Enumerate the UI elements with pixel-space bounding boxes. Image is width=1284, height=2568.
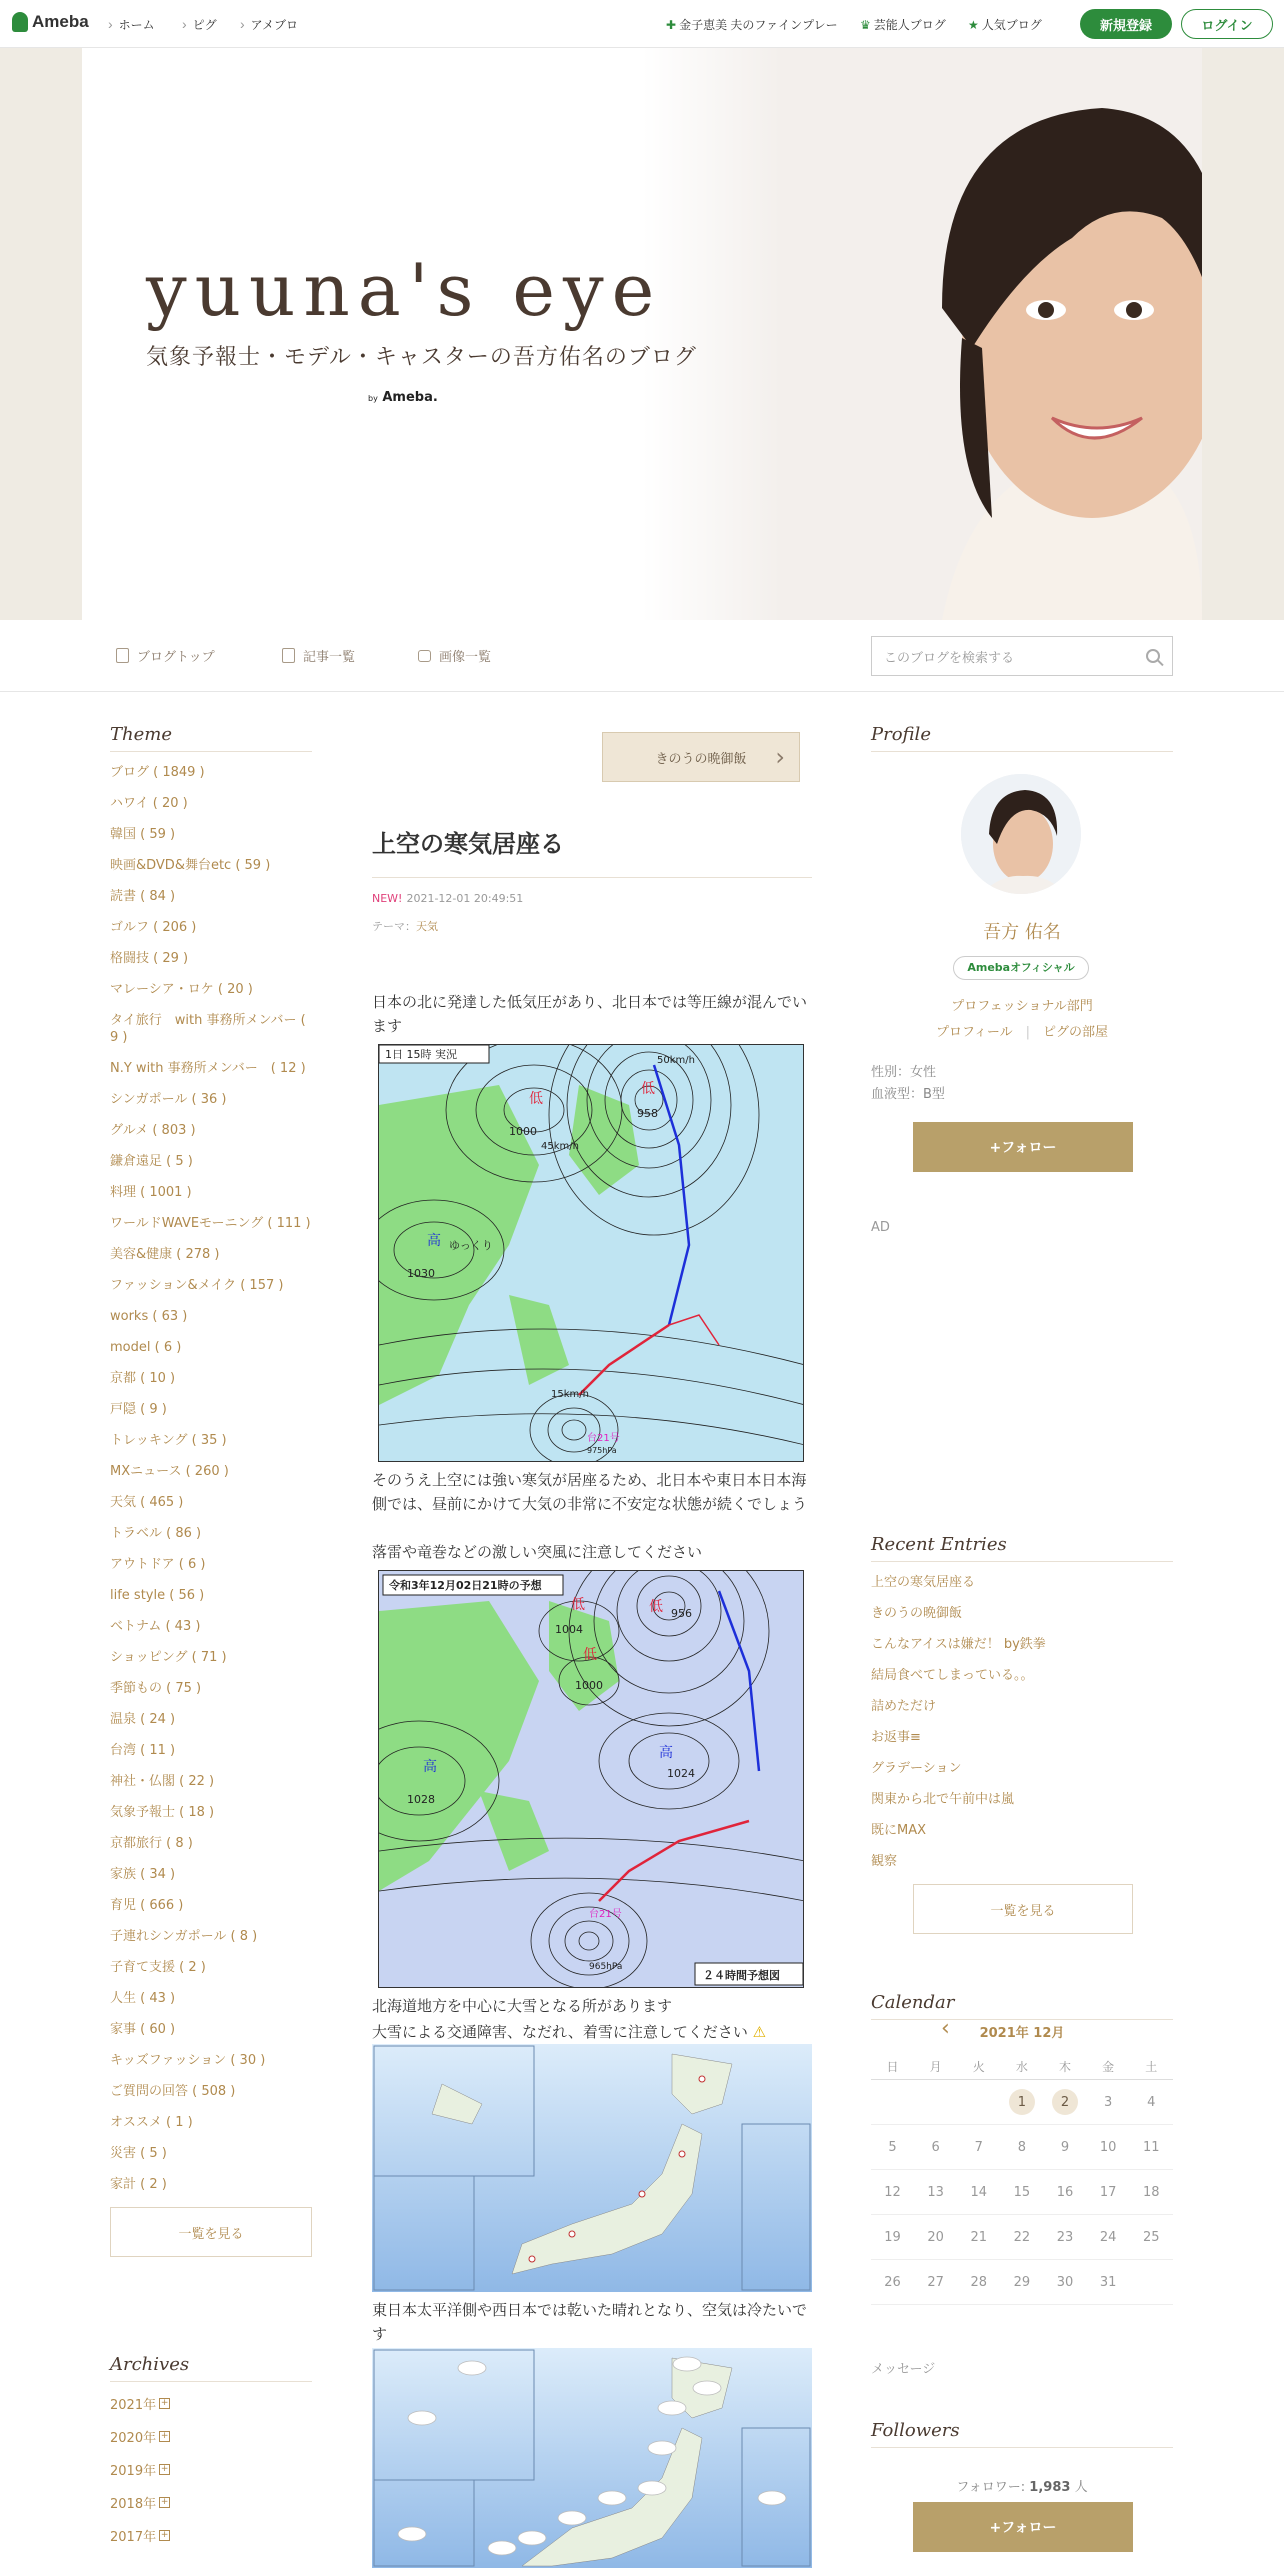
pigg-room-link[interactable]: ピグの部屋 (1043, 1025, 1109, 1040)
search-icon[interactable] (1146, 649, 1160, 663)
theme-item[interactable]: トレッキング ( 35 ) (110, 1433, 227, 1448)
expand-icon[interactable]: + (160, 2464, 169, 2474)
recent-heading: Recent Entries (871, 1534, 1173, 1562)
map-label: 1030 (407, 1267, 435, 1280)
theme-item[interactable]: 京都旅行 ( 8 ) (110, 1836, 193, 1851)
recent-entry[interactable]: こんなアイスは嫌だ！ by鉄拳 (871, 1637, 1046, 1652)
calendar-day: 12 (884, 2184, 901, 2200)
theme-item[interactable]: トラベル ( 86 ) (110, 1526, 202, 1541)
map-label: 高 (659, 1745, 673, 1761)
follow-button[interactable]: +フォロー (913, 1122, 1133, 1172)
japan-map-2-svg (372, 2348, 812, 2568)
recent-entry[interactable]: グラデーション (871, 1761, 962, 1776)
crown-icon: ♛ (860, 18, 871, 32)
signup-button[interactable]: 新規登録 (1080, 9, 1172, 39)
recent-entry[interactable]: 既にMAX (871, 1823, 927, 1838)
calendar-day: 26 (884, 2274, 901, 2290)
followers-heading: Followers (871, 2420, 1173, 2448)
map-label: 45km/h (541, 1141, 579, 1152)
profile-link[interactable]: プロフィール (935, 1025, 1013, 1040)
map-label: 50km/h (657, 1055, 695, 1066)
calendar-weekday: 金 (1102, 2059, 1115, 2074)
calendar-day: 15 (1013, 2184, 1031, 2200)
calendar-day: 19 (884, 2229, 901, 2245)
archive-item[interactable]: 2019年 + (110, 2464, 169, 2479)
calendar-day (871, 2080, 914, 2124)
calendar-widget (871, 1992, 1173, 2290)
map-label: 台21号 (589, 1909, 622, 1920)
recent-entry[interactable]: きのうの晩御飯 (871, 1606, 963, 1621)
calendar-week-row (871, 2125, 1173, 2170)
map-2-footer: ２４時間予想図 (703, 1969, 780, 1982)
weather-map-forecast[interactable] (378, 1570, 804, 1988)
theme-item[interactable]: キッズファッション ( 30 ) (110, 2053, 266, 2068)
theme-item[interactable]: 映画&DVD&舞台etc ( 59 ) (110, 858, 271, 873)
calendar-day: 27 (927, 2274, 944, 2290)
header-portrait-photo (642, 48, 1202, 620)
theme-item[interactable]: アウトドア ( 6 ) (110, 1557, 206, 1572)
nav-home[interactable]: › ホーム (108, 16, 155, 33)
calendar-day: 31 (1099, 2274, 1117, 2290)
calendar-day: 3 (1104, 2094, 1113, 2110)
archive-item[interactable]: 2017年 + (110, 2530, 169, 2545)
theme-item[interactable]: 台湾 ( 11 ) (110, 1743, 176, 1758)
theme-item[interactable]: 季節もの ( 75 ) (110, 1681, 202, 1696)
profile-blood-type: 血液型：B型 (871, 1087, 945, 1102)
calendar-day: 29 (1013, 2274, 1031, 2290)
theme-item[interactable]: 気象予報士 ( 18 ) (110, 1805, 215, 1820)
map-label: 高 (427, 1233, 441, 1249)
paragraph-6: 東日本太平洋側や西日本では乾いた晴れとなり、空気は冷たいです (372, 2301, 808, 2343)
theme-item[interactable]: タイ旅行 with 事務所メンバー ( 9 ) (110, 1013, 306, 1045)
weather-map-current[interactable] (378, 1044, 804, 1462)
article-theme: テーマ：天気 (372, 920, 438, 933)
recent-entry[interactable]: 観察 (871, 1854, 898, 1869)
theme-item[interactable]: 美容&健康 ( 278 ) (110, 1247, 220, 1262)
recent-entry[interactable]: お返事≡ (871, 1730, 921, 1745)
calendar-day (914, 2080, 957, 2124)
theme-item[interactable]: 神社・仏閣 ( 22 ) (110, 1774, 215, 1789)
japan-temperature-map[interactable] (372, 2348, 812, 2568)
star-icon: ★ (968, 18, 979, 32)
paragraph-5: 大雪による交通障害、なだれ、着雪に注意してください ⚠ (372, 2023, 767, 2041)
theme-item[interactable]: 育児 ( 666 ) (110, 1898, 184, 1913)
recent-entries-sidebar (871, 1534, 1173, 1934)
profile-gender: 性別：女性 (871, 1065, 937, 1080)
theme-item[interactable]: 京都 ( 10 ) (110, 1371, 176, 1386)
expand-icon[interactable]: + (160, 2431, 169, 2441)
map-label: 1000 (575, 1679, 603, 1692)
calendar-day (1130, 2260, 1173, 2304)
map-label: 低 (529, 1091, 543, 1107)
ameba-logo-icon (12, 12, 28, 32)
blog-search-input[interactable]: このブログを検索する (871, 636, 1173, 676)
calendar-month[interactable]: ‹ 2021年 12月 (871, 2022, 1173, 2041)
new-badge: NEW! (372, 892, 403, 905)
theme-heading: Theme (110, 724, 312, 752)
paragraph-1: 日本の北に発達した低気圧があり、北日本では等圧線が混んでいます (372, 993, 808, 1035)
copy-icon (282, 648, 295, 663)
document-icon (116, 648, 129, 663)
archives-sidebar (110, 2354, 312, 2559)
follower-count: フォロワー: 1,983 人 (956, 2480, 1088, 2495)
nav-amebro[interactable]: › アメブロ (240, 16, 298, 33)
calendar-day: 11 (1143, 2139, 1160, 2155)
popular-blogs-link[interactable]: ★ 人気ブログ (968, 18, 1042, 32)
theme-item[interactable]: ハワイ ( 20 ) (110, 796, 188, 811)
calendar-day: 23 (1056, 2229, 1074, 2245)
calendar-weekday: 日 (886, 2059, 899, 2074)
theme-item[interactable]: 天気 ( 465 ) (110, 1495, 184, 1510)
plus-icon: ✚ (666, 18, 677, 32)
japan-map-1-svg (372, 2044, 812, 2292)
image-list-link[interactable]: 画像一覧 (418, 646, 491, 665)
theme-item[interactable]: 韓国 ( 59 ) (110, 827, 176, 842)
article-theme-link[interactable]: 天気 (416, 920, 438, 933)
nav-pigg[interactable]: › ピグ (182, 16, 217, 33)
calendar-day: 17 (1099, 2184, 1117, 2200)
theme-item[interactable]: MXニュース ( 260 ) (110, 1464, 229, 1479)
trending-link[interactable]: ✚ 金子恵美 夫のファインプレー (666, 18, 838, 32)
ameba-official-badge: Amebaオフィシャル (953, 956, 1089, 980)
map-label: 低 (583, 1647, 597, 1663)
theme-item[interactable]: 子育て支援 ( 2 ) (110, 1960, 206, 1975)
recent-entry[interactable]: 結局食べてしまっている。。 (871, 1668, 1034, 1683)
map-label: 1028 (407, 1793, 435, 1806)
calendar-weekday: 土 (1145, 2059, 1158, 2074)
calendar-grid (871, 2052, 1173, 2305)
article-title: 上空の寒気居座る (372, 824, 812, 878)
profile-sidebar (871, 724, 1173, 1235)
calendar-weekday: 火 (972, 2059, 985, 2074)
calendar-day: 6 (931, 2139, 940, 2155)
calendar-day-with-post[interactable]: 2 (1052, 2089, 1078, 2115)
ameba-logo[interactable]: Ameba (12, 12, 89, 32)
theme-item[interactable]: 家計 ( 2 ) (110, 2177, 167, 2192)
map-label: 低 (641, 1081, 655, 1097)
archive-item[interactable]: 2021年 + (110, 2398, 169, 2413)
calendar-day[interactable] (1000, 2080, 1043, 2124)
theme-item[interactable]: ご質問の回答 ( 508 ) (110, 2084, 236, 2099)
calendar-day: 25 (1143, 2229, 1160, 2245)
theme-item[interactable]: works ( 63 ) (110, 1309, 188, 1324)
calendar-day: 18 (1143, 2184, 1160, 2200)
paragraph-2: そのうえ上空には強い寒気が居座るため、北日本や東日本日本海側では、昼前にかけて大気の非常に不安定な状態が続くでしょう (372, 1471, 808, 1513)
archive-list (110, 2394, 312, 2545)
theme-item[interactable]: 格闘技 ( 29 ) (110, 951, 189, 966)
theme-item[interactable]: ショッピング ( 71 ) (110, 1650, 227, 1665)
recent-more-button[interactable]: 一覧を見る (913, 1884, 1133, 1934)
theme-item[interactable]: シンガポール ( 36 ) (110, 1092, 227, 1107)
theme-item[interactable]: model ( 6 ) (110, 1340, 182, 1355)
by-ameba-logo: by Ameba. (368, 390, 438, 405)
theme-item[interactable]: マレーシア・ロケ ( 20 ) (110, 982, 253, 997)
weather-map-2-svg (379, 1571, 804, 1988)
calendar-day: 5 (888, 2139, 897, 2155)
celebrity-blogs-link[interactable]: ♛ 芸能人ブログ (860, 18, 946, 32)
map-label: 低 (571, 1597, 585, 1613)
theme-more-button[interactable]: 一覧を見る (110, 2207, 312, 2257)
calendar-day: 9 (1060, 2139, 1070, 2155)
theme-sidebar (110, 724, 312, 2257)
theme-item[interactable]: 料理 ( 1001 ) (110, 1185, 192, 1200)
recent-entries-list (871, 1574, 1173, 1870)
calendar-weekday-row (871, 2052, 1173, 2080)
theme-item[interactable]: グルメ ( 803 ) (110, 1123, 196, 1138)
paragraph-3: 落雷や竜巻などの激しい突風に注意してください (372, 1543, 703, 1561)
map-label: 956 (671, 1607, 692, 1620)
article-meta (372, 892, 523, 905)
calendar-day-with-post[interactable]: 1 (1009, 2089, 1035, 2115)
calendar-day: 16 (1056, 2184, 1074, 2200)
calendar-day: 21 (970, 2229, 988, 2245)
weather-map-1-svg (379, 1045, 804, 1462)
map-label: 15km/h (551, 1389, 589, 1400)
banner-inner (82, 48, 1202, 620)
calendar-day: 22 (1013, 2229, 1031, 2245)
recent-entry[interactable]: 詰めただけ (871, 1699, 937, 1714)
blog-header-banner[interactable] (0, 48, 1284, 620)
calendar-day: 30 (1056, 2274, 1074, 2290)
calendar-day: 13 (927, 2184, 944, 2200)
archive-item[interactable]: 2018年 + (110, 2497, 169, 2512)
calendar-weekday: 月 (929, 2059, 942, 2074)
archives-heading: Archives (110, 2354, 312, 2382)
profile-info (871, 1062, 945, 1106)
calendar-day[interactable] (1044, 2080, 1087, 2124)
calendar-day: 24 (1099, 2229, 1117, 2245)
calendar-week-row (871, 2170, 1173, 2215)
profile-links (871, 994, 1173, 1046)
followers-widget (871, 2420, 1173, 2536)
map-label: 1004 (555, 1623, 583, 1636)
profile-name[interactable]: 吾方 佑名 (983, 922, 1061, 943)
calendar-heading: Calendar (871, 1992, 1173, 2020)
map-label: 975hPa (587, 1446, 617, 1455)
followers-follow-button[interactable]: +フォロー (913, 2502, 1133, 2552)
theme-item[interactable]: ブログ ( 1849 ) (110, 765, 205, 780)
message-link[interactable]: メッセージ (871, 2362, 936, 2377)
calendar-day (957, 2080, 1000, 2124)
calendar-day: 28 (970, 2274, 988, 2290)
profile-avatar[interactable] (961, 774, 1081, 894)
theme-item[interactable]: 鎌倉遠足 ( 5 ) (110, 1154, 193, 1169)
calendar-day: 20 (927, 2229, 944, 2245)
paragraph-4: 北海道地方を中心に大雪となる所があります (372, 1997, 673, 2015)
theme-item[interactable]: ベトナム ( 43 ) (110, 1619, 201, 1634)
map-1-caption: 1日 15時 実況 (385, 1048, 457, 1061)
calendar-day: 10 (1099, 2139, 1117, 2155)
theme-item[interactable]: N.Y with 事務所メンバー ( 12 ) (110, 1061, 306, 1076)
entry-list-link[interactable]: 記事一覧 (282, 646, 355, 665)
map-2-caption: 令和3年12月02日21時の予想 (389, 1579, 542, 1592)
theme-item[interactable]: 読書 ( 84 ) (110, 889, 176, 904)
theme-item[interactable]: オススメ ( 1 ) (110, 2115, 193, 2130)
profile-heading: Profile (871, 724, 1173, 752)
expand-icon[interactable]: + (160, 2530, 169, 2540)
theme-item[interactable]: 人生 ( 43 ) (110, 1991, 176, 2006)
map-label: 台21号 (587, 1433, 620, 1444)
warning-icon: ⚠ (747, 2023, 767, 2041)
recent-entry[interactable]: 関東から北で午前中は嵐 (871, 1792, 1015, 1807)
map-label: 高 (423, 1759, 437, 1775)
calendar-weekday: 木 (1059, 2059, 1072, 2074)
ad-label: AD (871, 1220, 890, 1235)
calendar-week-row (871, 2215, 1173, 2260)
calendar-weekday: 水 (1015, 2059, 1028, 2074)
calendar-day: 8 (1017, 2139, 1027, 2155)
article-date: 2021-12-01 20:49:51 (406, 892, 524, 905)
link-separator: | (1012, 1025, 1044, 1040)
theme-item[interactable]: 家事 ( 60 ) (110, 2022, 176, 2037)
theme-item[interactable]: ゴルフ ( 206 ) (110, 920, 197, 935)
map-label: 965hPa (589, 1962, 623, 1972)
blog-subtitle: 気象予報士・モデル・キャスターの吾方佑名のブログ (146, 345, 697, 370)
calendar-day: 14 (970, 2184, 988, 2200)
calendar-week-row (871, 2080, 1173, 2125)
blog-subnav (0, 620, 1284, 692)
japan-snow-map[interactable] (372, 2044, 812, 2292)
theme-list (110, 764, 312, 2193)
calendar-day: 4 (1147, 2094, 1156, 2110)
blog-title: yuuna's eye (146, 248, 663, 332)
top-navigation-bar (0, 0, 1284, 48)
expand-icon[interactable]: + (160, 2497, 169, 2507)
map-label: 低 (649, 1599, 663, 1615)
calendar-day: 7 (974, 2139, 983, 2155)
map-label: 1000 (509, 1125, 537, 1138)
previous-entry-button[interactable]: きのうの晩御飯 › (602, 732, 800, 782)
theme-item[interactable]: ファッション&メイク ( 157 ) (110, 1278, 284, 1293)
theme-item[interactable]: ワールドWAVEモーニング ( 111 ) (110, 1216, 311, 1231)
archive-item[interactable]: 2020年 + (110, 2431, 169, 2446)
camera-icon (418, 650, 431, 662)
theme-item[interactable]: 子連れシンガポール ( 8 ) (110, 1929, 258, 1944)
theme-item[interactable]: 災害 ( 5 ) (110, 2146, 167, 2161)
theme-item[interactable]: 家族 ( 34 ) (110, 1867, 176, 1882)
theme-item[interactable]: 温泉 ( 24 ) (110, 1712, 176, 1727)
professional-category-link[interactable]: プロフェッショナル部門 (951, 999, 1093, 1014)
calendar-week-row (871, 2260, 1173, 2305)
map-label: 1024 (667, 1767, 695, 1780)
expand-icon[interactable]: + (160, 2398, 169, 2408)
blog-top-link[interactable]: ブログトップ (116, 646, 215, 665)
theme-item[interactable]: 戸隠 ( 9 ) (110, 1402, 167, 1417)
map-label: 958 (637, 1107, 658, 1120)
recent-entry[interactable]: 上空の寒気居座る (871, 1575, 976, 1590)
theme-item[interactable]: life style ( 56 ) (110, 1588, 205, 1603)
map-label: ゆっくり (449, 1239, 493, 1252)
avatar-image (961, 774, 1081, 894)
login-button[interactable]: ログイン (1181, 9, 1273, 39)
